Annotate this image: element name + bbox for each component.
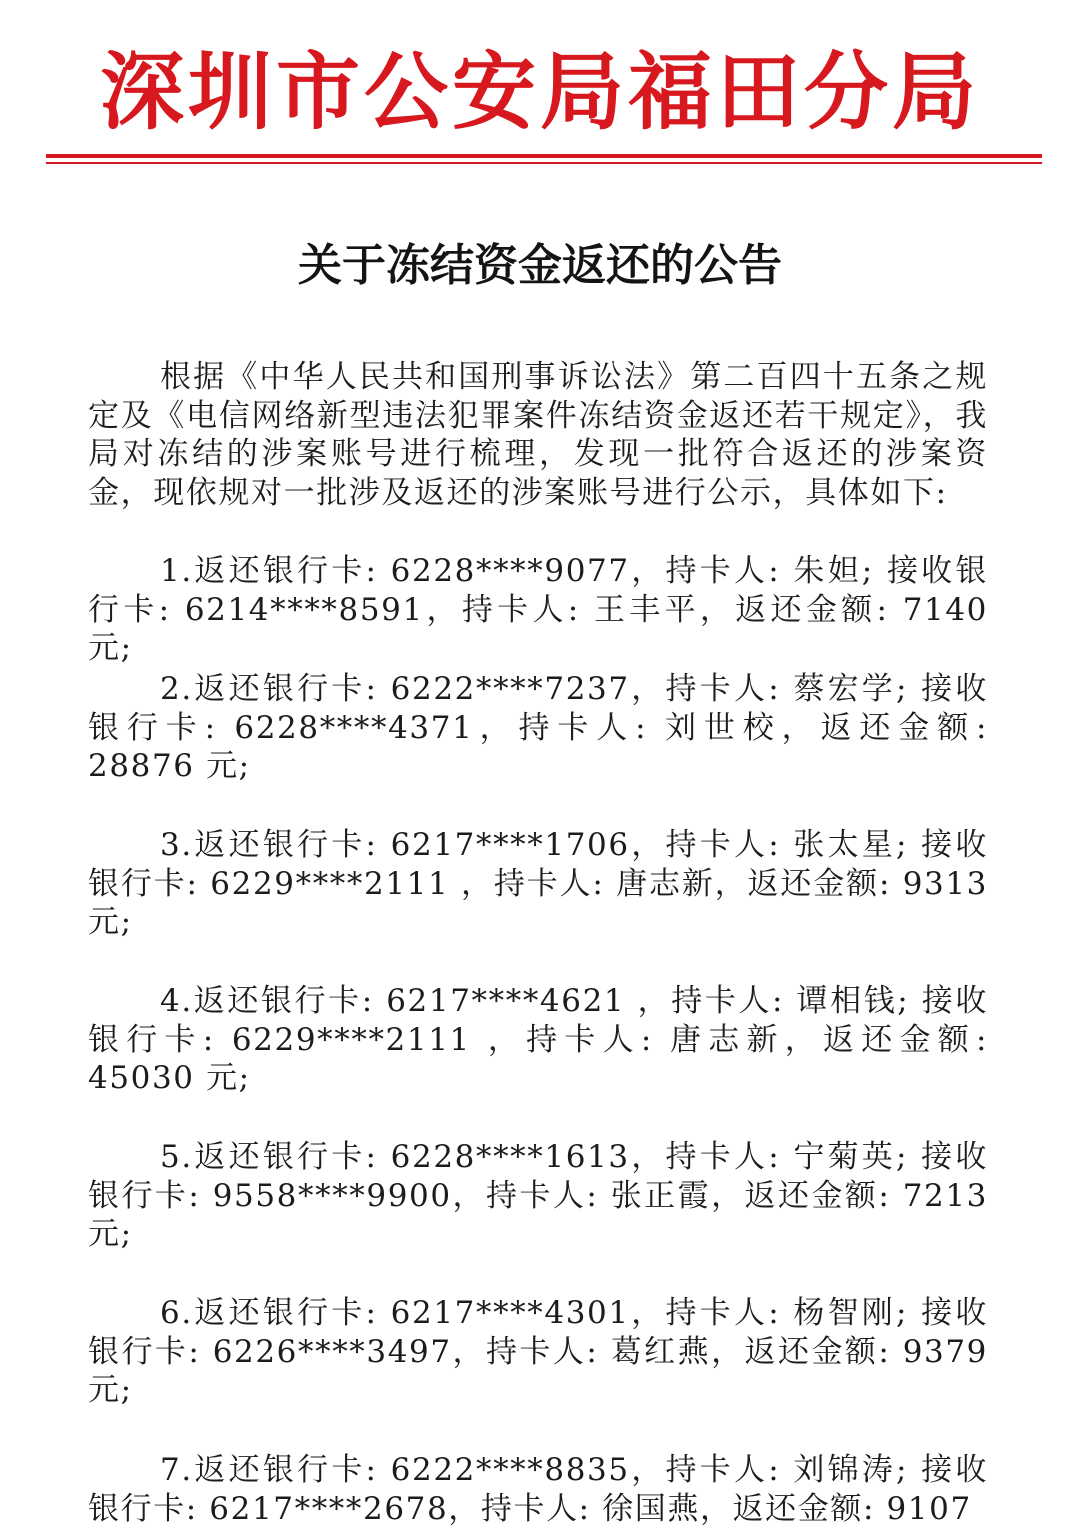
intro-paragraph: 根据《中华人民共和国刑事诉讼法》第二百四十五条之规定及《电信网络新型违法犯罪案件冻结资金返还若干规定》，我局对冻结的涉案账号进行梳理，发现一批符合返还的涉案资金，现依规对一批涉及返还的涉案账号进行公示，具体如下: — [88, 359, 988, 511]
refund-entry-5: 5.返还银行卡: 6228****1613，持卡人: 宁菊英; 接收银行卡: 9558****9900，持卡人: 张正霞，返还金额: 7213 元; — [88, 1139, 988, 1252]
refund-entry-3: 3.返还银行卡: 6217****1706，持卡人: 张太星; 接收银行卡: 6229****2111 ，持卡人: 唐志新，返还金额: 9313 元; — [88, 827, 988, 940]
refund-entry-1: 1.返还银行卡: 6228****9077，持卡人: 朱妲; 接收银行卡: 6214****8591，持卡人: 王丰平，返还金额: 7140 元; — [88, 553, 988, 666]
document-title: 关于冻结资金返还的公告 — [298, 240, 782, 291]
letterhead-divider-thick — [46, 154, 1042, 158]
agency-letterhead: 深圳市公安局福田分局 — [99, 43, 980, 141]
refund-entry-4: 4.返还银行卡: 6217****4621 ，持卡人: 谭相钱; 接收银行卡: 6229****2111 ，持卡人: 唐志新，返还金额: 45030 元; — [88, 983, 988, 1096]
refund-entry-2: 2.返还银行卡: 6222****7237，持卡人: 蔡宏学; 接收银行卡: 6228****4371，持卡人: 刘世校，返还金额: 28876 元; — [88, 671, 988, 784]
refund-entry-6: 6.返还银行卡: 6217****4301，持卡人: 杨智刚; 接收银行卡: 6226****3497，持卡人: 葛红燕，返还金额: 9379 元; — [88, 1295, 988, 1408]
letterhead-divider-thin — [46, 162, 1042, 164]
refund-entry-7: 7.返还银行卡: 6222****8835，持卡人: 刘锦涛; 接收银行卡: 6217****2678，持卡人: 徐国燕，返还金额: 9107 — [88, 1452, 988, 1527]
